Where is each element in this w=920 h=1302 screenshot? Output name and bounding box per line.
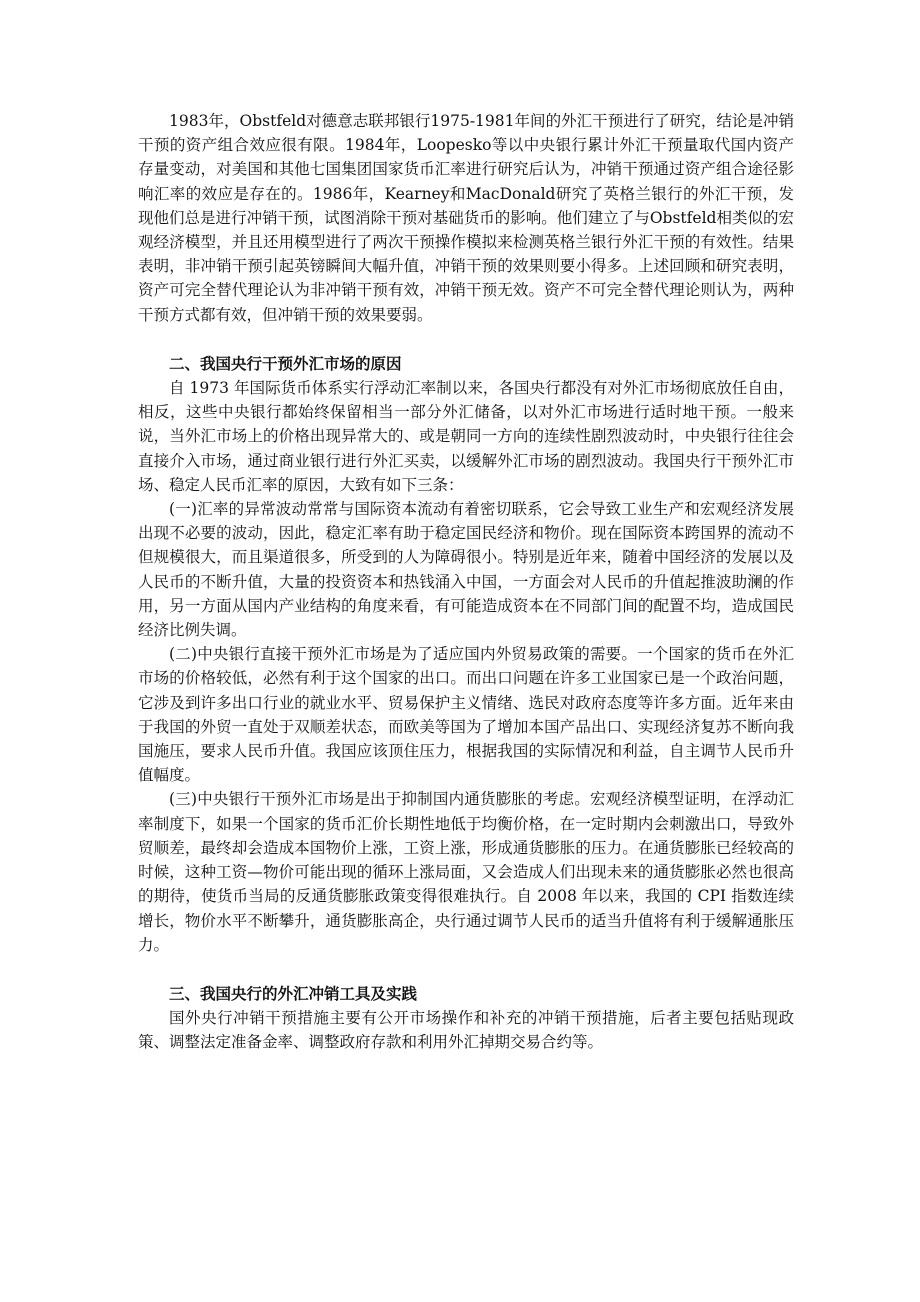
- paragraph-reason-three: (三)中央银行干预外汇市场是出于抑制国内通货膨胀的考虑。宏观经济模型证明，在浮动汇率制度下，如果一个国家的货币汇价长期性地低于均衡价格，在一定时期内会刺激出口，导致外贸顺差，最终却会造成本国物价上涨，工资上涨，形成通货膨胀的压力。在通货膨胀已经较高的时候，这种工资—物价可能出现的循环上涨局面，又会造成人们出现未来的通货膨胀必然也很高的期待，使货币当局的反通货膨胀政策变得很难执行。自 2008 年以来，我国的 CPI 指数连续增长，物价水平不断攀升，通货膨胀高企，央行通过调节人民币的适当升值将有利于缓解通胀压力。: [138, 790, 794, 954]
- paragraph-sterilization-tools: 国外央行冲销干预措施主要有公开市场操作和补充的冲销干预措施，后者主要包括贴现政策、调整法定准备金率、调整政府存款和利用外汇掉期交易合约等。: [138, 1009, 794, 1052]
- section-heading-reasons: 二、我国央行干预外汇市场的原因: [169, 353, 402, 373]
- paragraph-reasons-intro: 自 1973 年国际货币体系实行浮动汇率制以来，各国央行都没有对外汇市场彻底放任自由，相反，这些中央银行都始终保留相当一部分外汇储备，以对外汇市场进行适时地干预。一般来说，当外汇市场上的价格出现异常大的、或是朝同一方向的连续性剧烈波动时，中央银行往往会直接介入市场，通过商业银行进行外汇买卖，以缓解外汇市场的剧烈波动。我国央行干预外汇市场、稳定人民币汇率的原因，大致有如下三条：: [138, 379, 794, 494]
- section-gap: [138, 957, 794, 982]
- section-gap: [138, 327, 794, 352]
- paragraph-reason-one: (一)汇率的异常波动常常与国际资本流动有着密切联系，它会导致工业生产和宏观经济发展出现不必要的波动，因此，稳定汇率有助于稳定国民经济和物价。现在国际资本跨国界的流动不但规模很大，而且渠道很多，所受到的人为障碍很小。特别是近年来，随着中国经济的发展以及人民币的不断升值，大量的投资资本和热钱涌入中国，一方面会对人民币的升值起推波助澜的作用，另一方面从国内产业结构的角度来看，有可能造成资本在不同部门间的配置不均，造成国民经济比例失调。: [138, 500, 794, 640]
- paragraph-literature-review: 1983年，Obstfeld对德意志联邦银行1975-1981年间的外汇干预进行了研究，结论是冲销干预的资产组合效应很有限。1984年，Loopesko等以中央银行累计外汇干预量取代国内资产存量变动，对美国和其他七国集团国家货币汇率进行研究后认为，冲销干预通过资产组合途径影响汇率的效应是存在的。1986年，Kearney和MacDonald研究了英格兰银行的外汇干预，发现他们总是进行冲销干预，试图消除干预对基础货币的影响。他们建立了与Obstfeld相类似的宏观经济模型，并且还用模型进行了两次干预操作模拟来检测英格兰银行外汇干预的有效性。结果表明，非冲销干预引起英镑瞬间大幅升值，冲销干预的效果则要小得多。上述回顾和研究表明，资产可完全替代理论认为非冲销干预有效，冲销干预无效。资产不可完全替代理论则认为，两种干预方式都有效，但冲销干预的效果要弱。: [138, 112, 794, 324]
- document-page: [138, 109, 794, 1055]
- paragraph-reason-two: (二)中央银行直接干预外汇市场是为了适应国内外贸易政策的需要。一个国家的货币在外汇市场的价格较低，必然有利于这个国家的出口。而出口问题在许多工业国家已是一个政治问题，它涉及到许多出口行业的就业水平、贸易保护主义情绪、选民对政府态度等许多方面。近年来由于我国的外贸一直处于双顺差状态，而欧美等国为了增加本国产品出口、实现经济复苏不断向我国施压，要求人民币升值。我国应该顶住压力，根据我国的实际情况和利益，自主调节人民币升值幅度。: [138, 645, 794, 785]
- section-heading-sterilization-tools: 三、我国央行的外汇冲销工具及实践: [169, 983, 418, 1003]
